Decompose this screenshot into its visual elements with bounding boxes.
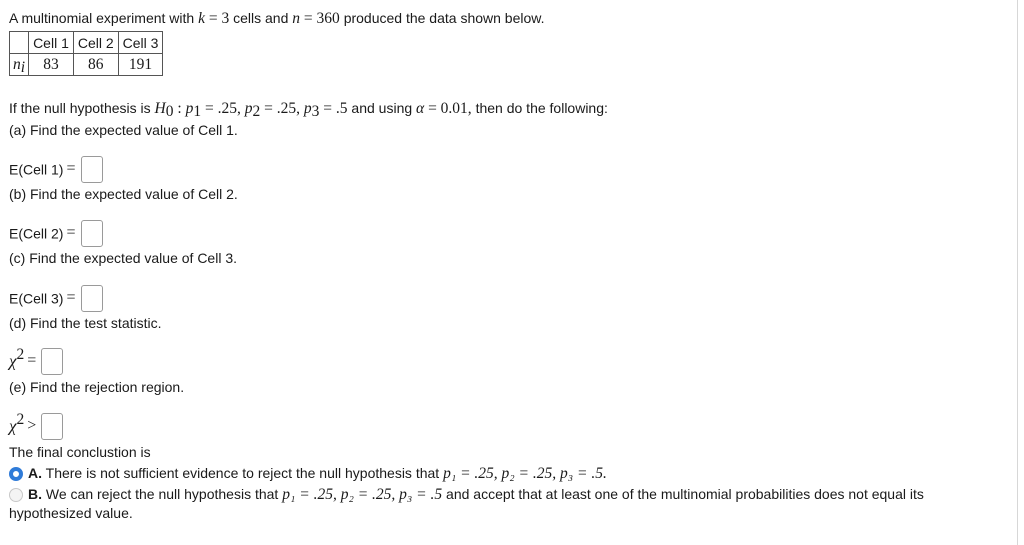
option-a-letter: A. <box>28 465 42 481</box>
intro-text <box>9 9 545 28</box>
alpha-symbol: α <box>416 100 425 117</box>
p2-value: = .25, <box>264 100 300 117</box>
p2: p <box>244 100 253 117</box>
e3-label: E(Cell 3) <box>9 290 64 307</box>
table-corner <box>10 32 29 54</box>
intro-middle: cells and <box>233 10 289 26</box>
hypothesis-after: then do the following: <box>475 100 608 116</box>
option-a[interactable] <box>28 464 607 483</box>
e2-label: E(Cell 2) <box>9 225 64 242</box>
option-b[interactable] <box>28 485 924 504</box>
answer-row-e1 <box>9 153 103 183</box>
option-a-math: p₁ = .25, p₂ = .25, p₃ = .5. <box>443 465 607 482</box>
chi-symbol: χ <box>9 416 17 436</box>
equals-sign: = <box>27 352 37 370</box>
e3-answer-input[interactable] <box>81 285 103 312</box>
data-table <box>9 31 163 76</box>
rejection-region-input[interactable] <box>41 413 63 440</box>
chi-superscript: 2 <box>16 346 25 363</box>
hypothesis-before: If the null hypothesis is <box>9 100 151 116</box>
hypothesis-text <box>9 99 608 118</box>
table-row <box>10 54 163 76</box>
colon: : <box>177 100 182 117</box>
option-b-radio[interactable] <box>9 488 23 502</box>
part-b-prompt: (b) Find the expected value of Cell 2. <box>9 186 238 202</box>
intro-after: produced the data shown below. <box>343 10 545 26</box>
k-variable: k <box>198 10 205 27</box>
chi-symbol: χ <box>9 351 17 371</box>
h-symbol: H <box>154 100 166 117</box>
k-value: = 3 <box>208 10 230 27</box>
option-b-text: We can reject the null hypothesis that <box>45 486 279 502</box>
e2-answer-input[interactable] <box>81 220 103 247</box>
option-b-text-wrap: hypothesized value. <box>9 505 133 521</box>
chi-superscript: 2 <box>16 411 25 428</box>
answer-row-e3 <box>9 282 103 312</box>
equals-sign: = <box>66 224 76 242</box>
p3: p <box>303 100 312 117</box>
equals-sign: = <box>66 160 76 178</box>
answer-row-test-statistic <box>9 345 63 375</box>
option-b-math: p₁ = .25, p₂ = .25, p₃ = .5 <box>282 486 443 503</box>
table-cell: 83 <box>29 54 74 76</box>
table-cell: 191 <box>118 54 163 76</box>
n-variable: n <box>292 10 301 27</box>
table-header: Cell 2 <box>73 32 118 54</box>
greater-than-sign: > <box>27 417 37 435</box>
hypothesis-middle: and using <box>351 100 413 116</box>
test-statistic-input[interactable] <box>41 348 63 375</box>
table-header: Cell 1 <box>29 32 74 54</box>
right-divider <box>1017 0 1018 545</box>
table-row-label <box>10 54 29 76</box>
n-value: = 360 <box>303 10 340 27</box>
option-a-text: There is not sufficient evidence to reject the null hypothesis that <box>45 465 440 481</box>
option-b-letter: B. <box>28 486 42 502</box>
p3-value: = .5 <box>323 100 348 117</box>
e1-label: E(Cell 1) <box>9 161 64 178</box>
table-cell: 86 <box>73 54 118 76</box>
table-header-row <box>10 32 163 54</box>
row-label-n: n <box>13 55 21 73</box>
part-d-prompt: (d) Find the test statistic. <box>9 315 162 331</box>
option-b-text-continued: and accept that at least one of the multinomial probabilities does not equal its <box>446 486 924 502</box>
part-c-prompt: (c) Find the expected value of Cell 3. <box>9 250 238 266</box>
e1-answer-input[interactable] <box>81 156 103 183</box>
option-a-radio[interactable] <box>9 467 23 481</box>
answer-row-e2 <box>9 217 103 247</box>
alpha-value: = 0.01, <box>428 100 472 117</box>
conclusion-prompt: The final conclustion is <box>9 444 151 460</box>
p2-sub: 2 <box>252 103 261 120</box>
intro-before: A multinomial experiment with <box>9 10 195 26</box>
part-a-prompt: (a) Find the expected value of Cell 1. <box>9 122 238 138</box>
table-header: Cell 3 <box>118 32 163 54</box>
h-sub: 0 <box>165 103 174 120</box>
p1: p <box>185 100 194 117</box>
part-e-prompt: (e) Find the rejection region. <box>9 379 185 395</box>
p1-value: = .25, <box>204 100 241 117</box>
equals-sign: = <box>66 289 76 307</box>
p3-sub: 3 <box>311 103 320 120</box>
answer-row-rejection-region <box>9 410 63 440</box>
row-label-sub: i <box>20 58 26 76</box>
p1-sub: 1 <box>193 103 202 120</box>
